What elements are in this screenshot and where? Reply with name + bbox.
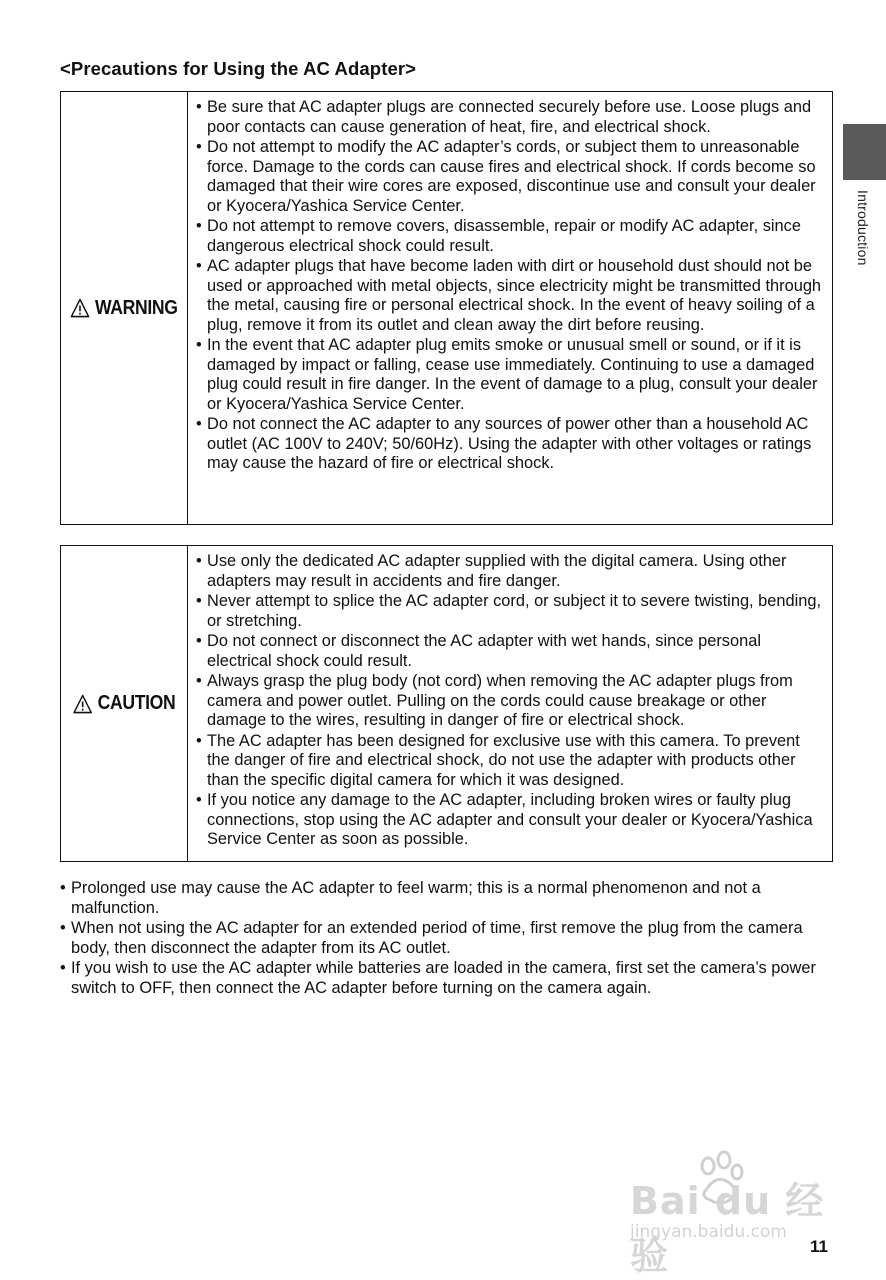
section-tab-label: Introduction [855,190,871,266]
watermark-url: jingyan.baidu.com [630,1222,787,1242]
list-item: • Use only the dedicated AC adapter supplied with the digital camera. Using other adapters may result in accidents and fire danger. [196,552,822,591]
caution-label-text: CAUTION [97,692,176,714]
list-item: • The AC adapter has been designed for exclusive use with this camera. To prevent the danger of fire and electrical shock, do not use the adapter with products other than the specific digital camera for which it was designed. [196,732,822,791]
page-heading: <Precautions for Using the AC Adapter> [60,58,417,79]
list-item: • AC adapter plugs that have become laden with dirt or household dust should not be used or approached with metal objects, since electricity might be transmitted through the metal, causing fire or personal electrical shock. In the event of heavy soiling of a plug, remove it from its outlet and clean away the dirt before reusing. [196,257,822,335]
warning-triangle-icon [73,694,92,714]
list-item: • If you notice any damage to the AC adapter, including broken wires or faulty plug connections, stop using the AC adapter and consult your dealer or Kyocera/Yashica Service Center as soon as possible. [196,791,822,850]
warning-label-text: WARNING [95,296,178,319]
list-item: • Never attempt to splice the AC adapter cord, or subject it to severe twisting, bending, or stretching. [196,592,822,631]
list-item: • Do not connect or disconnect the AC adapter with wet hands, since personal electrical shock could result. [196,632,822,671]
page-number: 11 [810,1237,828,1256]
warning-label-cell [61,92,188,524]
notes-list [60,879,835,998]
list-item: • Prolonged use may cause the AC adapter to feel warm; this is a normal phenomenon and not a malfunction. [60,879,835,918]
warning-triangle-icon [70,298,89,318]
caution-box [60,545,833,862]
caution-label [73,692,175,715]
list-item: • If you wish to use the AC adapter while batteries are loaded in the camera, first set the camera’s power switch to OFF, then connect the AC adapter before turning on the camera again. [60,959,835,998]
watermark [630,1150,840,1278]
warning-label [70,297,177,320]
list-item: • Do not attempt to modify the AC adapter’s cords, or subject them to unreasonable force. Damage to the cords can cause fires and electrical shock. If cords become so damaged that their wire cores are exposed, discontinue use and consult your dealer or Kyocera/Yashica Service Center. [196,138,822,216]
list-item: • Be sure that AC adapter plugs are connected securely before use. Loose plugs and poor contacts can cause generation of heat, fire, and electrical shock. [196,98,822,137]
list-item: • Do not connect the AC adapter to any sources of power other than a household AC outlet (AC 100V to 240V; 50/60Hz). Using the adapter with other voltages or ratings may cause the hazard of fire or electrical shock. [196,415,822,474]
caution-label-cell [61,546,188,861]
warning-box [60,91,833,525]
general-notes [60,879,835,999]
list-item: • Always grasp the plug body (not cord) when removing the AC adapter plugs from camera and power outlet. Pulling on the cords could cause breakage or other damage to the wires, resulting in danger of fire or electrical shock. [196,672,822,731]
caution-list [196,552,822,850]
list-item: • Do not attempt to remove covers, disassemble, repair or modify AC adapter, since dangerous electrical shock could result. [196,217,822,256]
warning-list [196,98,822,474]
warning-content [188,92,832,524]
watermark-brand: Bai du 经验 [630,1179,825,1278]
section-tab [843,124,886,180]
list-item: • In the event that AC adapter plug emits smoke or unusual smell or sound, or if it is damaged by impact or falling, cease use immediately. Continuing to use a damaged plug could result in fire danger. In the event of damage to a plug, consult your dealer or Kyocera/Yashica Service Center. [196,336,822,414]
list-item: • When not using the AC adapter for an extended period of time, first remove the plug from the camera body, then disconnect the adapter from its AC outlet. [60,919,835,958]
caution-content [188,546,832,861]
